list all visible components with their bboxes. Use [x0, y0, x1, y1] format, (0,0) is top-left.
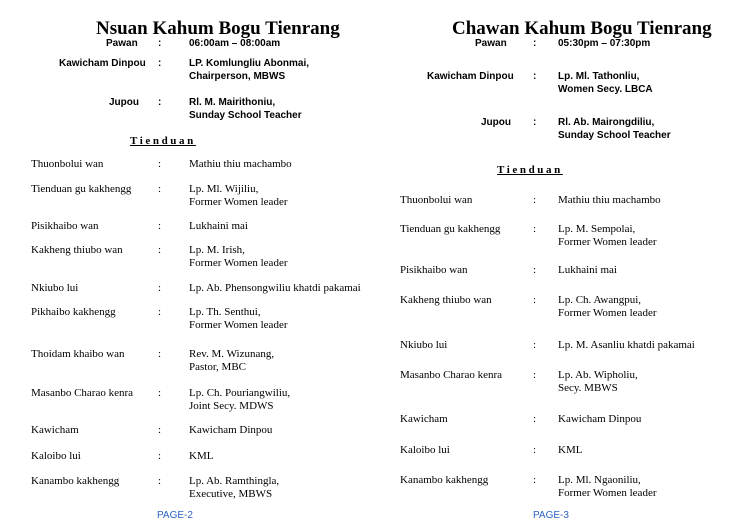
program-item-value-line: Rev. M. Wizunang,: [189, 348, 275, 360]
colon: :: [158, 97, 162, 108]
program-item-label: Nkiubo lui: [31, 282, 79, 294]
program-item-value-line: Lp. M. Sempolai,: [558, 223, 636, 235]
colon: :: [158, 450, 162, 462]
program-item-label: Kakheng thiubo wan: [31, 244, 123, 256]
page-number: PAGE-3: [533, 510, 569, 521]
program-item-value-line: Secy. MBWS: [558, 382, 618, 394]
program-item-label: Thuonbolui wan: [31, 158, 104, 170]
colon: :: [533, 444, 537, 456]
program-item-value-line: KML: [558, 444, 583, 456]
program-item-label: Pisikhaibo wan: [31, 220, 99, 232]
program-item-label: Masanbo Charao kenra: [400, 369, 503, 381]
program-item-label: Masanbo Charao kenra: [31, 387, 134, 399]
program-item-value-line: Former Women leader: [189, 196, 288, 208]
right-page: [375, 0, 750, 530]
program-item-label: Nkiubo lui: [400, 339, 448, 351]
program-item-value-line: Joint Secy. MDWS: [189, 400, 274, 412]
page-title: Nsuan Kahum Bogu Tienrang: [96, 18, 340, 39]
program-item-value: [558, 369, 638, 395]
section-title: Tienduan: [497, 164, 563, 176]
program-item-value: [558, 474, 657, 500]
kawicham-dinpou-value: Lp. Ml. Tathonliu, Women Secy. LBCA: [558, 71, 653, 95]
program-item-value-line: Former Women leader: [558, 307, 657, 319]
program-item-value: [189, 424, 272, 437]
colon: :: [533, 294, 537, 306]
program-item-value-line: Lp. M. Asanliu khatdi pakamai: [558, 339, 695, 351]
program-item-value-line: Former Women leader: [189, 257, 288, 269]
program-item-value-line: KML: [189, 450, 214, 462]
program-item-value-line: Kawicham Dinpou: [189, 424, 273, 436]
colon: :: [533, 369, 537, 381]
program-item-value: [189, 282, 361, 295]
program-item-value: [558, 294, 657, 320]
colon: :: [158, 244, 162, 256]
kawicham-dinpou-value: LP. Komlungliu Abonmai, Chairperson, MBWS: [189, 58, 309, 82]
program-item-value: [189, 183, 288, 209]
program-item-value-line: Pastor, MBC: [189, 361, 247, 373]
colon: :: [158, 387, 162, 399]
pawan-value: 05:30pm – 07:30pm: [558, 38, 651, 49]
program-item-value-line: Former Women leader: [189, 319, 288, 331]
program-item-label: Tienduan gu kakhengg: [31, 183, 132, 195]
colon: :: [158, 306, 162, 318]
kawicham-dinpou-label: Kawicham Dinpou: [427, 71, 514, 82]
colon: :: [533, 71, 537, 82]
program-item-label: Kawicham: [31, 424, 79, 436]
colon: :: [533, 117, 537, 128]
program-item-label: Tienduan gu kakhengg: [400, 223, 501, 235]
colon: :: [533, 413, 537, 425]
program-item-label: Kawicham: [400, 413, 448, 425]
program-item-value: [189, 306, 288, 332]
colon: :: [533, 264, 537, 276]
program-item-value: [558, 264, 617, 277]
program-item-label: Kanambo kakhengg: [400, 474, 489, 486]
colon: :: [533, 474, 537, 486]
program-item-value-line: Lp. Ch. Awangpui,: [558, 294, 642, 306]
program-item-value-line: Lukhaini mai: [189, 220, 248, 232]
program-item-value-line: Executive, MBWS: [189, 488, 273, 500]
colon: :: [533, 339, 537, 351]
program-item-value: [189, 475, 279, 501]
colon: :: [158, 348, 162, 360]
program-item-value: [558, 194, 661, 207]
jupou-value: Rl. Ab. Mairongdiliu, Sunday School Teacher: [558, 117, 671, 141]
colon: :: [158, 424, 162, 436]
program-item-value-line: Former Women leader: [558, 236, 657, 248]
program-item-value-line: Lp. Ml. Ngaoniliu,: [558, 474, 641, 486]
kawicham-dinpou-label: Kawicham Dinpou: [59, 58, 146, 69]
page-title: Chawan Kahum Bogu Tienrang: [452, 18, 712, 39]
program-item-value-line: Mathiu thiu machambo: [558, 194, 661, 206]
program-item-label: Thoidam khaibo wan: [31, 348, 125, 360]
program-item-value: [189, 220, 248, 233]
colon: :: [158, 475, 162, 487]
colon: :: [158, 282, 162, 294]
program-item-label: Kaloibo lui: [31, 450, 81, 462]
program-item-value-line: Lukhaini mai: [558, 264, 617, 276]
colon: :: [533, 194, 537, 206]
pawan-value: 06:00am – 08:00am: [189, 38, 281, 49]
colon: :: [158, 58, 162, 69]
program-item-value-line: Mathiu thiu machambo: [189, 158, 292, 170]
program-item-value: [189, 244, 288, 270]
program-item-value: [558, 339, 695, 352]
program-item-value: [189, 450, 213, 463]
program-item-value: [189, 387, 290, 413]
jupou-label: Jupou: [109, 97, 139, 108]
program-item-value-line: Lp. Ml. Wijiliu,: [189, 183, 259, 195]
program-item-value-line: Lp. Ab. Wipholiu,: [558, 369, 638, 381]
colon: :: [158, 220, 162, 232]
program-item-value-line: Lp. Th. Senthui,: [189, 306, 261, 318]
colon: :: [158, 38, 162, 49]
program-item-label: Pikhaibo kakhengg: [31, 306, 116, 318]
program-item-label: Thuonbolui wan: [400, 194, 473, 206]
program-item-value-line: Lp. Ch. Pouriangwiliu,: [189, 387, 291, 399]
program-item-value-line: Former Women leader: [558, 487, 657, 499]
program-item-value-line: Lp. Ab. Phensongwiliu khatdi pakamai: [189, 282, 361, 294]
program-item-value-line: Kawicham Dinpou: [558, 413, 642, 425]
pawan-label: Pawan: [475, 38, 507, 49]
program-item-value-line: Lp. M. Irish,: [189, 244, 245, 256]
jupou-label: Jupou: [481, 117, 511, 128]
pawan-label: Pawan: [106, 38, 138, 49]
program-item-value: [189, 158, 292, 171]
program-item-value-line: Lp. Ab. Ramthingla,: [189, 475, 280, 487]
program-item-value: [558, 413, 641, 426]
program-item-label: Kaloibo lui: [400, 444, 450, 456]
colon: :: [158, 158, 162, 170]
jupou-value: Rl. M. Mairithoniu, Sunday School Teacher: [189, 97, 302, 121]
colon: :: [533, 223, 537, 235]
program-item-value: [558, 444, 582, 457]
program-item-label: Pisikhaibo wan: [400, 264, 468, 276]
colon: :: [158, 183, 162, 195]
section-title: Tienduan: [130, 135, 196, 147]
colon: :: [533, 38, 537, 49]
program-item-label: Kanambo kakhengg: [31, 475, 120, 487]
program-item-label: Kakheng thiubo wan: [400, 294, 492, 306]
program-item-value: [558, 223, 657, 249]
page-number: PAGE-2: [157, 510, 193, 521]
program-item-value: [189, 348, 274, 374]
